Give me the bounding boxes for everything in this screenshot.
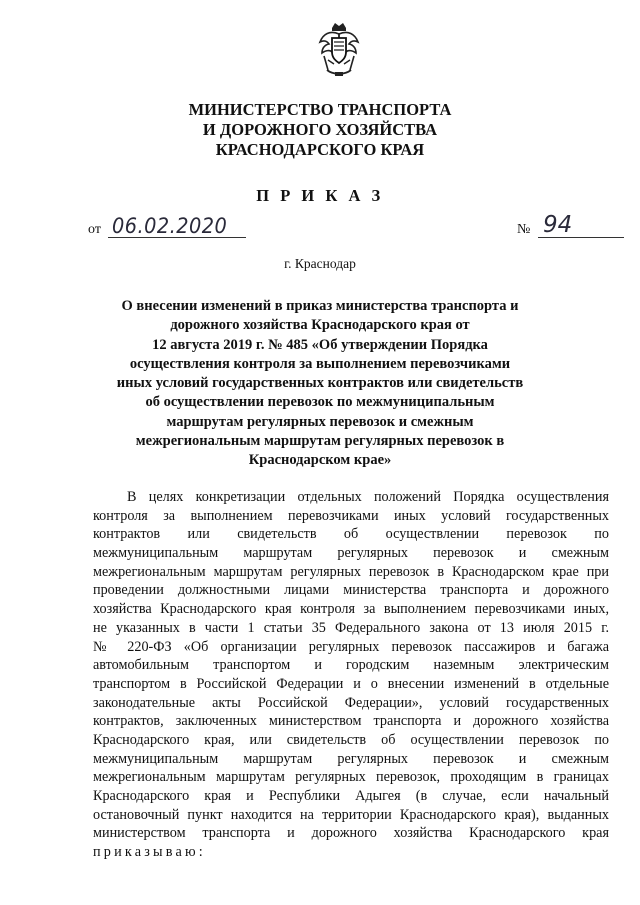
body-line: В целях конкретизации отдельных положений Порядка осуществления [127, 489, 609, 505]
subject-line: иных условий государственных контрактов или свидетельств [116, 375, 524, 392]
order-body-paragraph [93, 488, 609, 862]
subject-line: дорожного хозяйства Краснодарского края от [170, 317, 470, 334]
body-line: межрегиональным маршрутам регулярных перевозок, проходящим в границах [93, 769, 609, 786]
date-prefix: от [88, 222, 101, 237]
body-line: контроля за выполнением перевозчиками иных условий государственных [93, 507, 609, 524]
body-line: межрегиональным маршрутам регулярных перевозок в Краснодарском крае при [93, 563, 609, 580]
body-line: хозяйства Краснодарского края контроля за выполнением перевозчиками иных, [93, 601, 609, 618]
subject-line: осуществления контроля за выполнением перевозчиками [129, 355, 511, 372]
subject-line: 12 августа 2019 г. № 485 «Об утверждении Порядка [152, 336, 488, 353]
krasnodar-coat-of-arms-icon [318, 20, 360, 78]
ministry-line: КРАСНОДАРСКОГО КРАЯ [215, 140, 425, 159]
city-name: г. Краснодар [284, 256, 356, 271]
ministry-line: И ДОРОЖНОГО ХОЗЯЙСТВА [202, 120, 438, 139]
body-line: автомобильным транспортом и городским наземным электрическим [93, 657, 609, 674]
date-underline [108, 237, 246, 238]
body-line: транспортом в Российской Федерации и о внесении изменений в отдельные [93, 675, 609, 692]
number-underline [538, 237, 624, 238]
subject-line: межрегиональным маршрутам регулярных перевозок в [135, 433, 505, 450]
body-line: остановочный пункт находится на территории Краснодарского края), выданных [93, 806, 609, 823]
body-line: межмуниципальным маршрутам регулярных перевозок и смежным [93, 545, 609, 562]
handwritten-number: 94 [543, 212, 573, 238]
body-line: законодательные акты Российской Федерации», условий государственных [93, 694, 609, 711]
body-line: не указанных в части 1 статьи 35 Федерального закона от 13 июля 2015 г. [93, 619, 609, 636]
body-line: № 220-ФЗ «Об организации регулярных перевозок пассажиров и багажа [93, 638, 609, 655]
subject-line: об осуществлении перевозок по межмуниципальным [145, 394, 495, 411]
body-line: контрактов или свидетельств об осуществлении перевозок по [93, 526, 609, 543]
body-line: министерством транспорта и дорожного хозяйства Краснодарского края [93, 825, 609, 842]
body-line-decree-word: приказываю: [93, 844, 206, 861]
document-type-title: П Р И К А З [256, 186, 384, 205]
ministry-line: МИНИСТЕРСТВО ТРАНСПОРТА [188, 100, 452, 119]
subject-line: Краснодарском крае» [248, 452, 392, 469]
order-subject [110, 297, 530, 471]
body-line: межмуниципальным маршрутам регулярных перевозок и смежным [93, 750, 609, 767]
ministry-name [140, 100, 500, 160]
body-line: контрактов, заключенных министерством транспорта и дорожного хозяйства [93, 713, 609, 730]
body-line: Краснодарского края, или свидетельств об осуществлении перевозок по [93, 731, 609, 748]
body-line: Краснодарского края и Республики Адыгея (в случае, если начальный [93, 788, 609, 804]
handwritten-date: 06.02.2020 [112, 214, 228, 238]
subject-line: О внесении изменений в приказ министерства транспорта и [121, 298, 519, 314]
body-line: проведении должностными лицами министерства транспорта и дорожного [93, 582, 609, 599]
number-prefix: № [517, 222, 531, 237]
subject-line: маршрутам регулярных перевозок и смежным [166, 413, 474, 430]
